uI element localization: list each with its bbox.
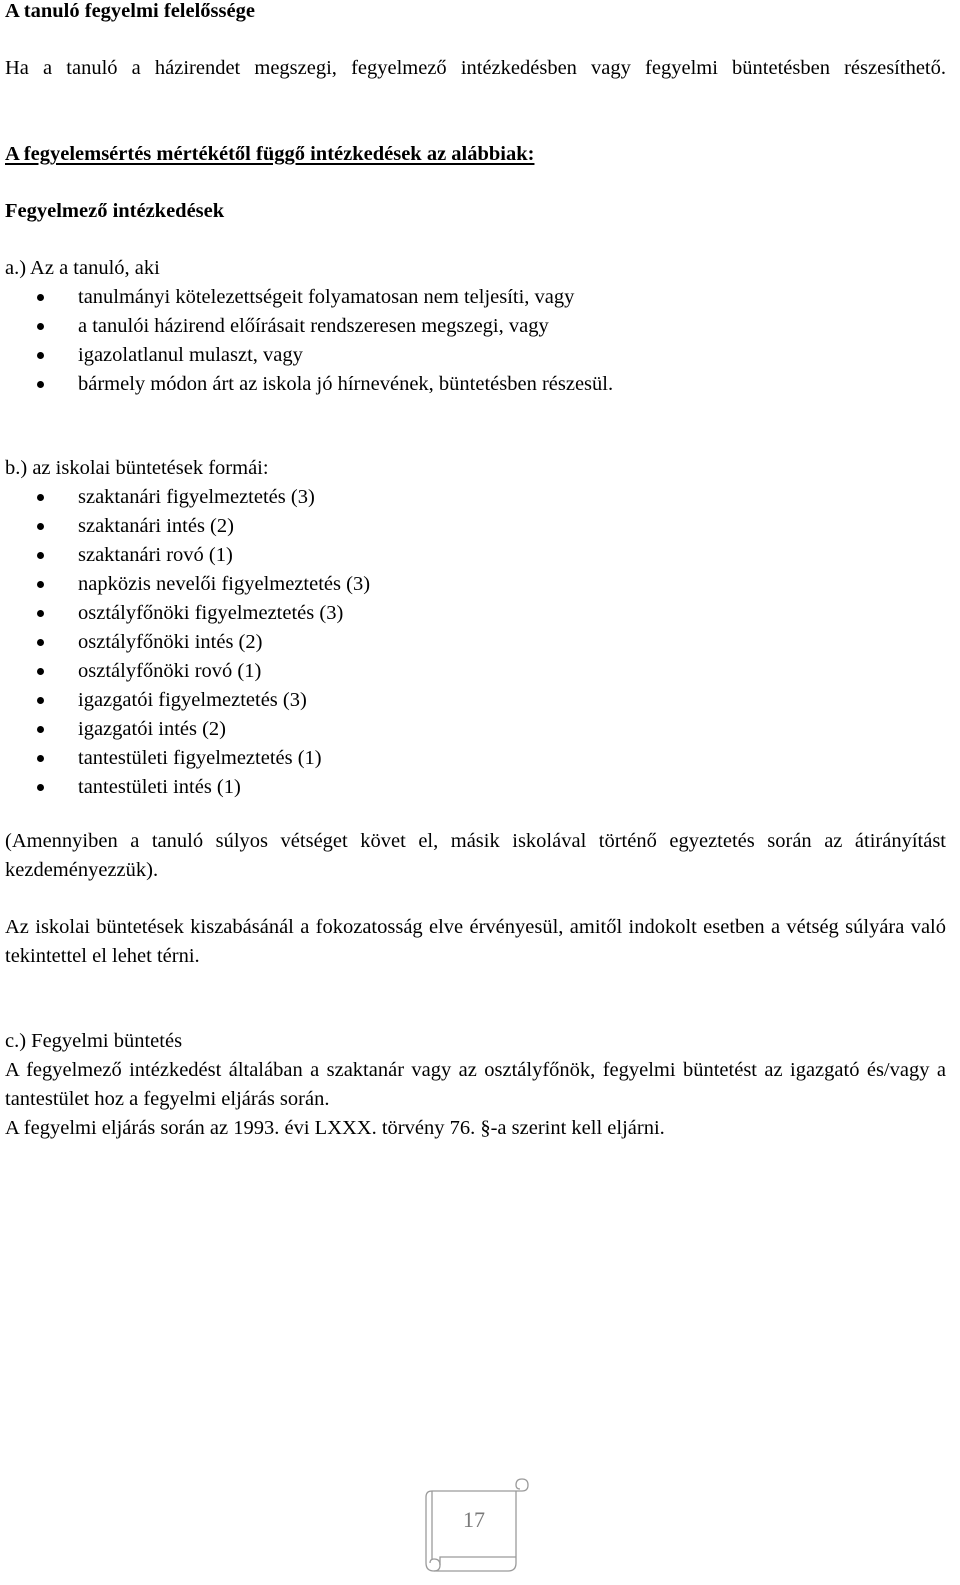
- list-item: szaktanári intés (2): [5, 512, 950, 541]
- section-b: [5, 454, 950, 802]
- list-item: igazgatói intés (2): [5, 715, 950, 744]
- list-item: osztályfőnöki intés (2): [5, 628, 950, 657]
- section-c: [5, 1027, 946, 1143]
- section-a-label: a.) Az a tanuló, aki: [5, 257, 160, 279]
- note-paragraph: (Amennyiben a tanuló súlyos vétséget követ el, másik iskolával történő egyeztetés során az átirányítást kezdeményezzük).: [5, 830, 946, 881]
- list-item: osztályfőnöki figyelmeztetés (3): [5, 599, 950, 628]
- list-item: igazolatlanul mulaszt, vagy: [5, 341, 950, 370]
- page-number-scroll: [418, 1477, 530, 1573]
- document-title: A tanuló fegyelmi felelőssége: [5, 0, 255, 22]
- list-item: tantestületi intés (1): [5, 773, 950, 802]
- list-item: bármely módon árt az iskola jó hírnevének, büntetésben részesül.: [5, 370, 950, 399]
- intro-paragraph: Ha a tanuló a házirendet megszegi, fegyelmező intézkedésben vagy fegyelmi büntetésben részesíthető.: [5, 57, 946, 79]
- procedure-paragraph: A fegyelmi eljárás során az 1993. évi LXXX. törvény 76. §-a szerint kell eljárni.: [5, 1117, 665, 1139]
- measures-heading: A fegyelemsértés mértékétől függő intézkedések az alábbiak:: [5, 143, 535, 165]
- list-item: szaktanári figyelmeztetés (3): [5, 483, 950, 512]
- gradation-paragraph: Az iskolai büntetések kiszabásánál a fokozatosság elve érvényesül, amitől indokolt esetben a vétség súlyára való tekintettel el lehet térni.: [5, 916, 946, 967]
- list-item: napközis nevelői figyelmeztetés (3): [5, 570, 950, 599]
- list-item: a tanulói házirend előírásait rendszeresen megszegi, vagy: [5, 312, 950, 341]
- section-b-label: b.) az iskolai büntetések formái:: [5, 457, 269, 479]
- section-a: [5, 254, 950, 399]
- list-item: tantestületi figyelmeztetés (1): [5, 744, 950, 773]
- list-item: igazgatói figyelmeztetés (3): [5, 686, 950, 715]
- section-c-text: A fegyelmező intézkedést általában a szaktanár vagy az osztályfőnök, fegyelmi büntetést az igazgató és/vagy a tantestület hoz a fegyelmi eljárás során.: [5, 1059, 946, 1110]
- page-number: 17: [463, 1507, 485, 1532]
- list-item: osztályfőnöki rovó (1): [5, 657, 950, 686]
- section-a-list: [5, 283, 950, 399]
- disciplinary-measures-subheading: Fegyelmező intézkedések: [5, 200, 225, 222]
- section-c-label: c.) Fegyelmi büntetés: [5, 1030, 183, 1052]
- section-b-list: [5, 483, 950, 802]
- list-item: szaktanári rovó (1): [5, 541, 950, 570]
- list-item: tanulmányi kötelezettségeit folyamatosan nem teljesíti, vagy: [5, 283, 950, 312]
